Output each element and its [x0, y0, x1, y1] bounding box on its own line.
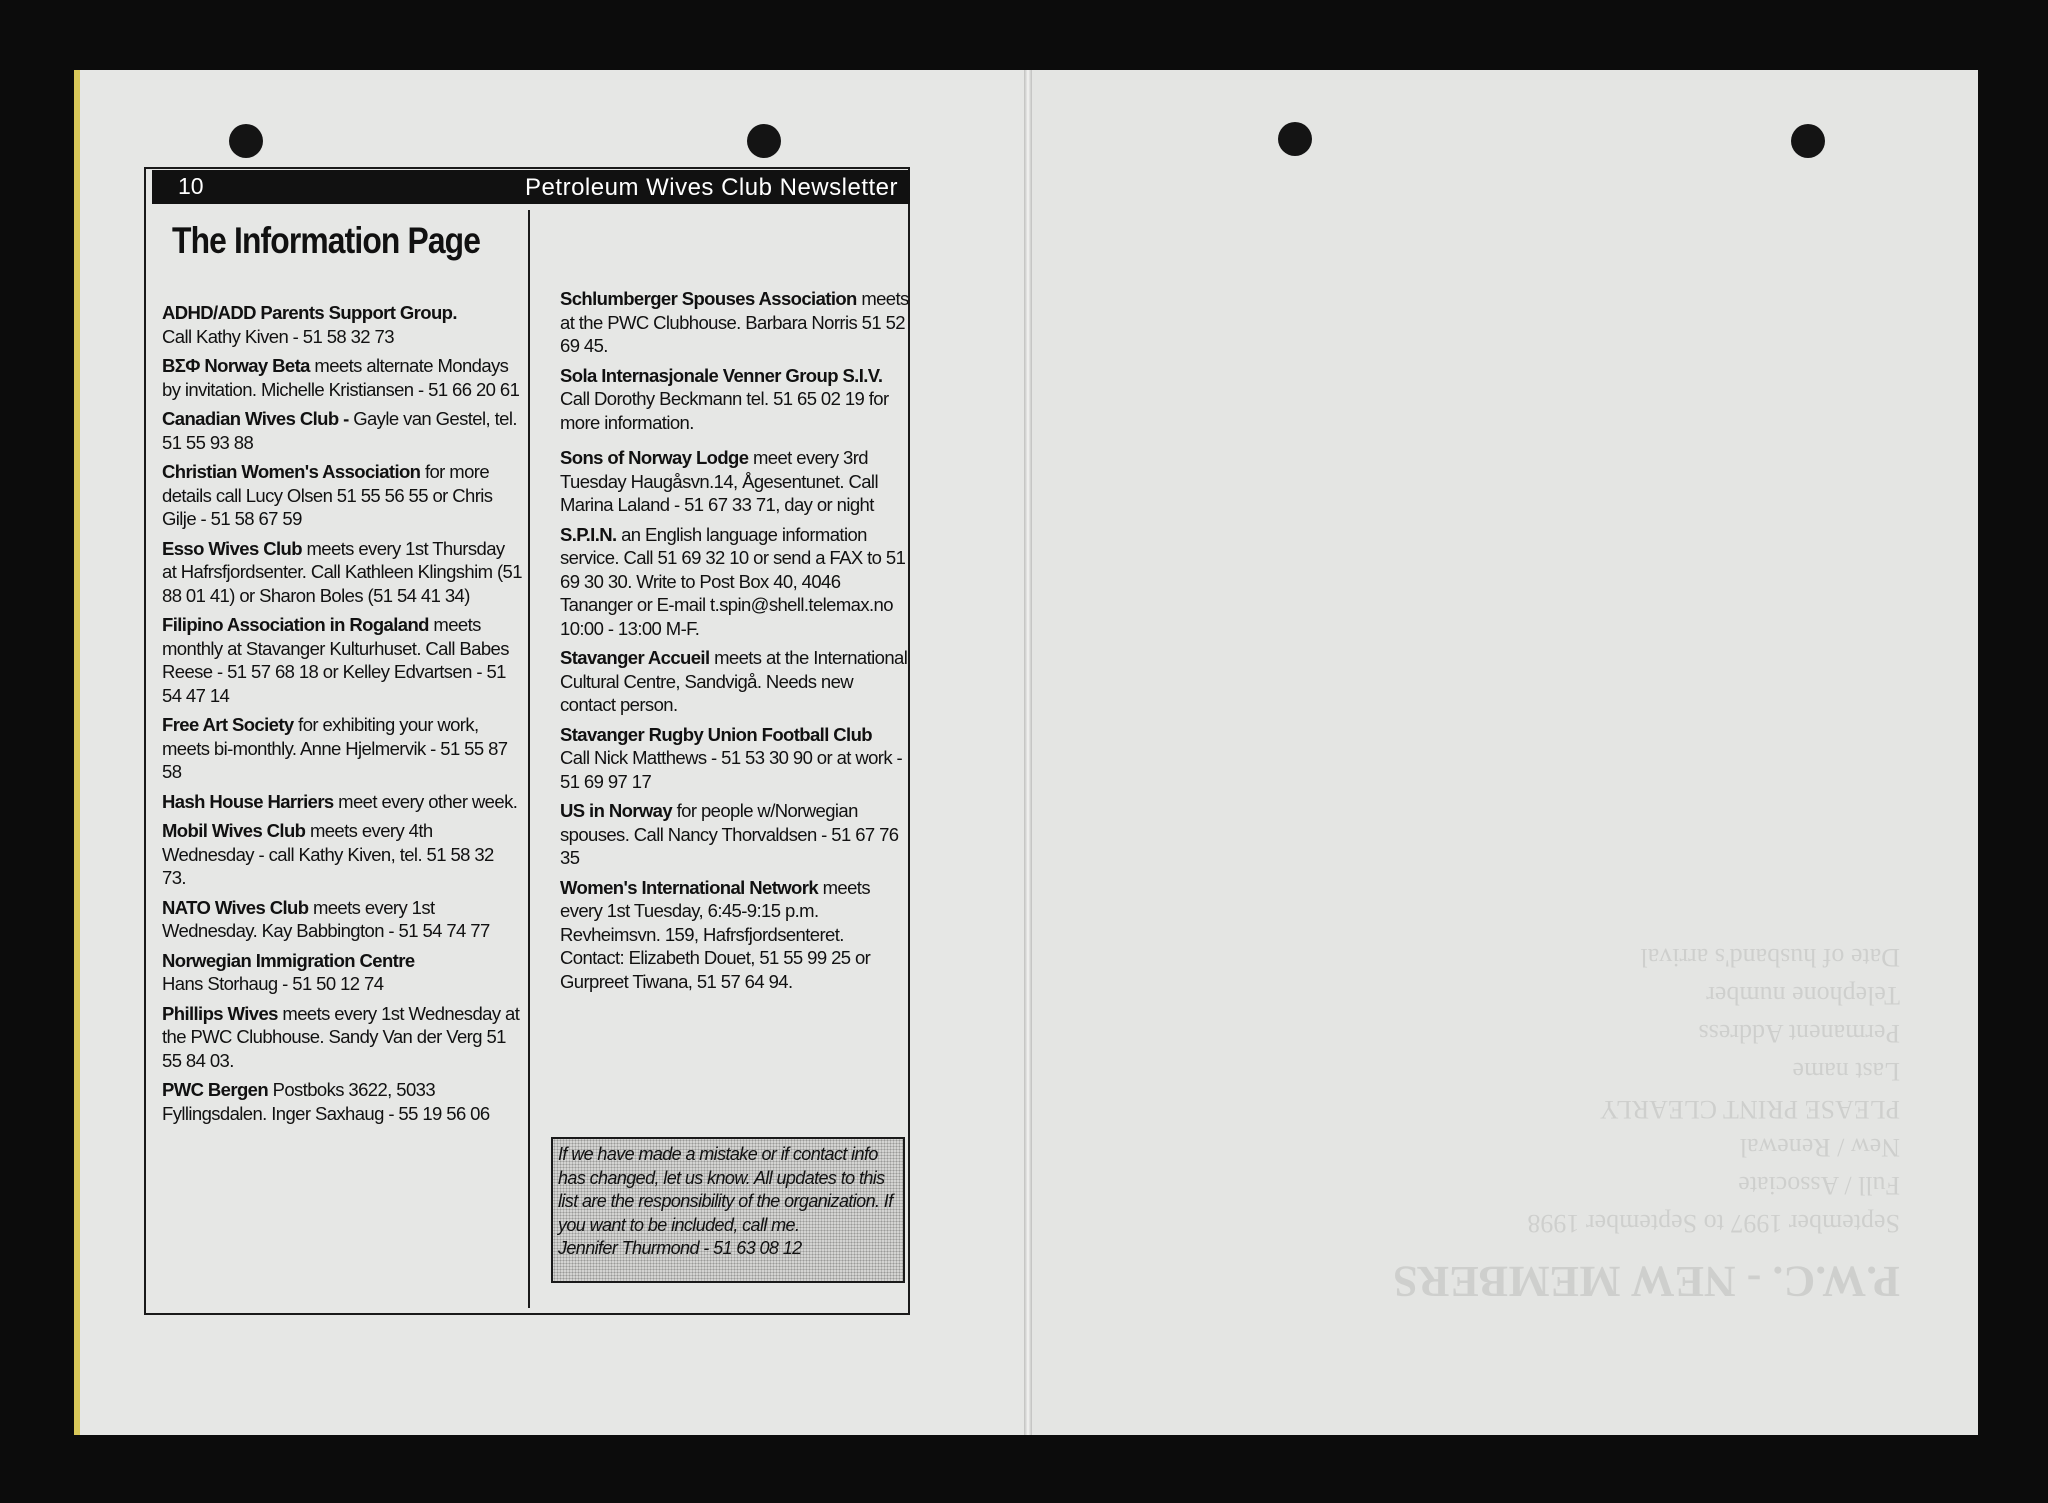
list-item: Sons of Norway Lodge meet every 3rd Tuesday Haugåsvn.14, Ågesentunet. Call Marina Laland - 51 67 33 71, day or night	[560, 447, 878, 515]
list-item: Stavanger Accueil meets at the International Cultural Centre, Sandvigå. Needs new contact person.	[560, 647, 908, 715]
list-item: Hash House Harriers meet every other week.	[162, 790, 518, 812]
list-item: NATO Wives Club meets every 1st Wednesday. Kay Babbington - 51 54 74 77	[162, 896, 490, 941]
show-through-line: New / Renewal	[1739, 1133, 1900, 1162]
list-item: Schlumberger Spouses Association meets at the PWC Clubhouse. Barbara Norris 51 52 69 45.	[560, 288, 909, 356]
page-number: 10	[178, 173, 204, 199]
list-item: Free Art Society for exhibiting your work, meets bi-monthly. Anne Hjelmervik - 51 55 87 58	[162, 714, 508, 782]
list-item: S.P.I.N. an English language information service. Call 51 69 32 10 or send a FAX to 51 69 30 30. Write to Post Box 40, 4046 Tananger or E-mail t.spin@shell.telemax.no 10:00 - 13:00 M-F.	[560, 523, 906, 639]
newsletter-title: Petroleum Wives Club Newsletter	[525, 174, 898, 201]
list-item: ΒΣΦ Norway Beta meets alternate Mondays by invitation. Michelle Kristiansen - 51 66 20 61	[162, 355, 520, 400]
list-item: Phillips Wives meets every 1st Wednesday at the PWC Clubhouse. Sandy Van der Verg 51 55 84 03.	[162, 1002, 520, 1071]
binding-spine	[1024, 70, 1032, 1435]
show-through-line: Permanent Address	[1698, 1019, 1900, 1048]
list-item: Mobil Wives Club meets every 4th Wednesday - call Kathy Kiven, tel. 51 58 32 73.	[162, 820, 494, 888]
list-item: Norwegian Immigration Centre Hans Storhaug - 51 50 12 74	[162, 949, 415, 994]
list-item: Canadian Wives Club - Gayle van Gestel, tel. 51 55 93 88	[162, 408, 517, 453]
show-through-line: PLEASE PRINT CLEARLY	[1599, 1095, 1900, 1124]
punch-hole	[229, 124, 263, 158]
show-through-title: P.W.C. - NEW MEMBERS	[1393, 1257, 1900, 1306]
list-item: Women's International Network meets every 1st Tuesday, 6:45-9:15 p.m. Revheimsvn. 159, Hafrsfjordsenteret. Contact: Elizabeth Douet, 51 55 99 25 or Gurpreet Tiwana, 51 57 64 94.	[560, 876, 871, 992]
show-through-reverse-text	[1060, 420, 1900, 1306]
show-through-subtitle: September 1997 to September 1998	[1527, 1209, 1900, 1238]
page-title: The Information Page	[172, 220, 481, 261]
list-item: Esso Wives Club meets every 1st Thursday at Hafrsfjordsenter. Call Kathleen Klingshim (51 88 01 41) or Sharon Boles (51 54 41 34)	[162, 537, 522, 606]
right-column	[560, 287, 910, 999]
list-item: Stavanger Rugby Union Football Club Call Nick Matthews - 51 53 30 90 or at work - 51 69 97 17	[560, 723, 903, 792]
update-notice-box	[551, 1137, 905, 1283]
show-through-line: Full / Associate	[1738, 1171, 1900, 1200]
punch-hole	[747, 124, 781, 158]
list-item: US in Norway for people w/Norwegian spouses. Call Nancy Thorvaldsen - 51 67 76 35	[560, 800, 899, 868]
show-through-line: Date of husband's arrival	[1640, 943, 1900, 972]
newsletter-header	[152, 170, 910, 204]
punch-hole	[1791, 124, 1825, 158]
list-item: Filipino Association in Rogaland meets monthly at Stavanger Kulturhuset. Call Babes Reese - 51 57 68 18 or Kelley Edvartsen - 51 54 47 14	[162, 614, 509, 706]
notice-signature: Jennifer Thurmond - 51 63 08 12	[558, 1238, 802, 1258]
left-column	[162, 301, 522, 1131]
punch-hole	[1278, 122, 1312, 156]
list-item: ADHD/ADD Parents Support Group. Call Kathy Kiven - 51 58 32 73	[162, 302, 457, 347]
column-divider	[528, 210, 530, 1308]
show-through-line: Telephone number	[1706, 981, 1900, 1010]
list-item: Sola Internasjonale Venner Group S.I.V. Call Dorothy Beckmann tel. 51 65 02 19 for more information.	[560, 364, 889, 433]
show-through-line: Last name	[1792, 1057, 1900, 1086]
notice-text: If we have made a mistake or if contact info has changed, let us know. All updates to this list are the responsibility of the organization. If you want to be included, call me.	[558, 1144, 893, 1235]
list-item: Christian Women's Association for more details call Lucy Olsen 51 55 56 55 or Chris Gilje - 51 58 67 59	[162, 461, 493, 529]
list-item: PWC Bergen Postboks 3622, 5033 Fyllingsdalen. Inger Saxhaug - 55 19 56 06	[162, 1079, 490, 1124]
